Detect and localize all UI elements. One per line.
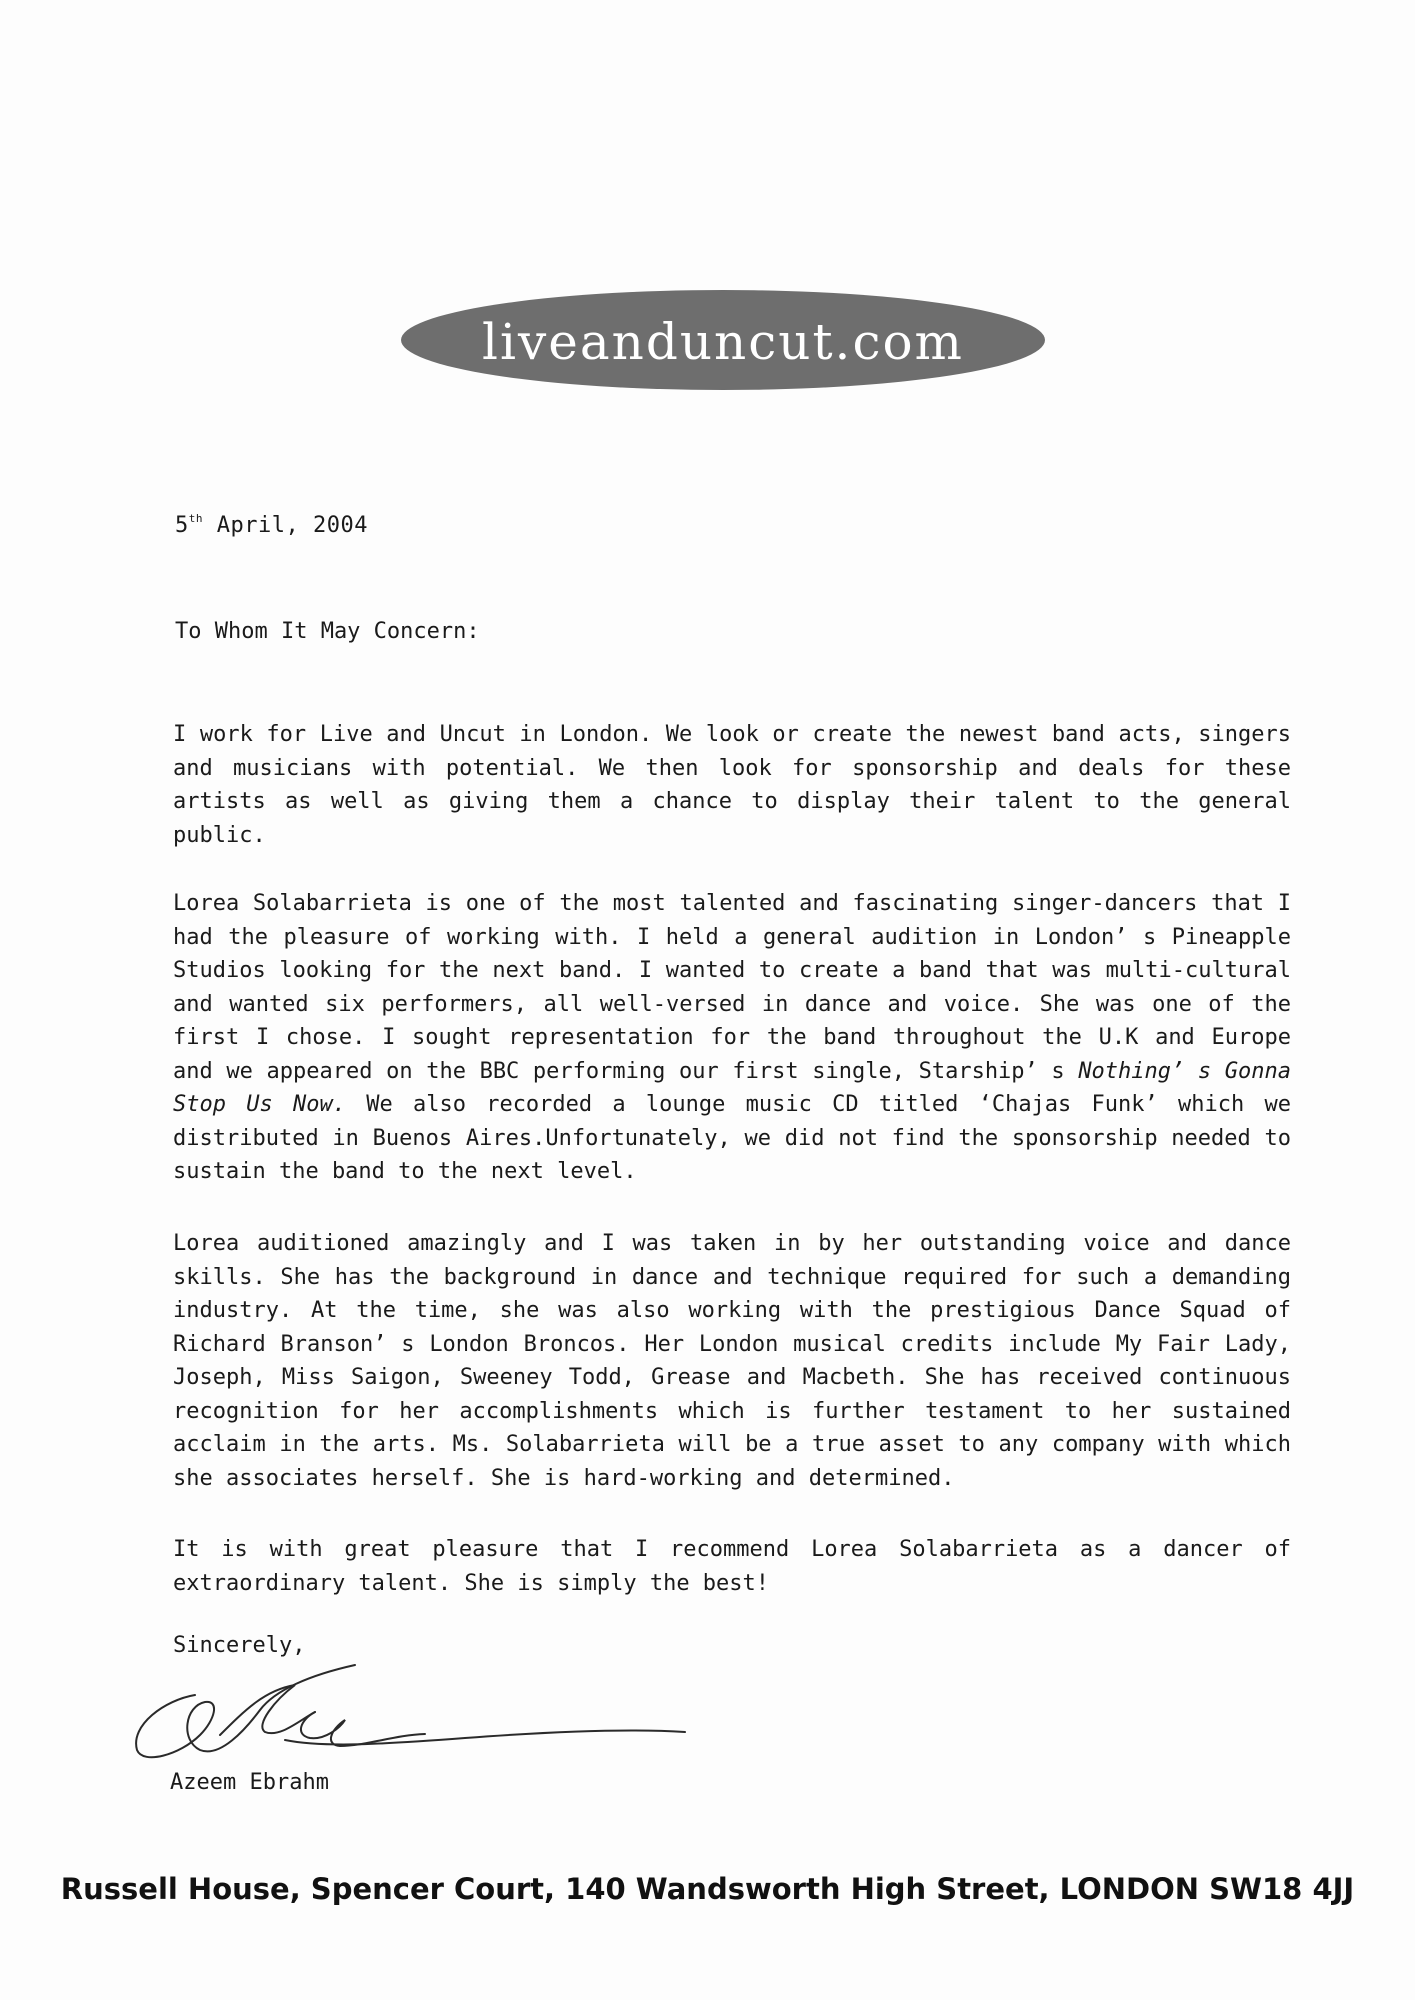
handwritten-signature [125, 1640, 715, 1770]
signer-name: Azeem Ebrahm [170, 1770, 329, 1795]
letter-date [175, 512, 368, 538]
date-suffix: th [188, 512, 203, 525]
body-paragraph-2 [173, 887, 1291, 1189]
song-title: Nothing’ s Gonna Stop Us Now. [173, 1058, 1292, 1117]
date-rest: April, 2004 [203, 513, 368, 538]
paragraph-2-part-b: We also recorded a lounge music CD titled ‘Chajas Funk’ which we distributed in Buenos Aires.Unfortunately, we did not find the sponsorship needed to sustain the band to the next level. [173, 1092, 1291, 1184]
logo-text: liveanduncut.com [482, 313, 964, 371]
company-logo [398, 285, 1048, 395]
paragraph-2-part-a: Lorea Solabarrieta is one of the most talented and fascinating singer-dancers that I had the pleasure of working with. I held a general audition in London’ s Pineapple Studios looking for the next band. I wanted to create a band that was multi-cultural and wanted six performers, all well-versed in dance and voice. She was one of the first I chose. I sought representation for the band throughout the U.K and Europe and we appeared on the BBC performing our first single, Starship’ s [173, 891, 1291, 1084]
body-paragraph-3: Lorea auditioned amazingly and I was taken in by her outstanding voice and dance skills. She has the background in dance and technique required for such a demanding industry. At the time, she was also working with the prestigious Dance Squad of Richard Branson’ s London Broncos. Her London musical credits include My Fair Lady, Joseph, Miss Saigon, Sweeney Todd, Grease and Macbeth. She has received continuous recognition for her accomplishments which is further testament to her sustained acclaim in the arts. Ms. Solabarrieta will be a true asset to any company with which she associates herself. She is hard-working and determined. [173, 1231, 1291, 1491]
date-day: 5 [175, 513, 189, 538]
logo-ellipse-graphic [398, 285, 1048, 395]
salutation: To Whom It May Concern: [175, 619, 480, 644]
body-paragraph-1: I work for Live and Uncut in London. We look or create the newest band acts, singers and musicians with potential. We then look for sponsorship and deals for these artists as well as giving them a chance to display their talent to the general public. [173, 722, 1291, 848]
footer-address: Russell House, Spencer Court, 140 Wandsworth High Street, LONDON SW18 4JJ [60, 1872, 1355, 1906]
body-paragraph-4: It is with great pleasure that I recommend Lorea Solabarrieta as a dancer of extraordinary talent. She is simply the best! [173, 1537, 1291, 1596]
closing: Sincerely, [173, 1633, 306, 1658]
